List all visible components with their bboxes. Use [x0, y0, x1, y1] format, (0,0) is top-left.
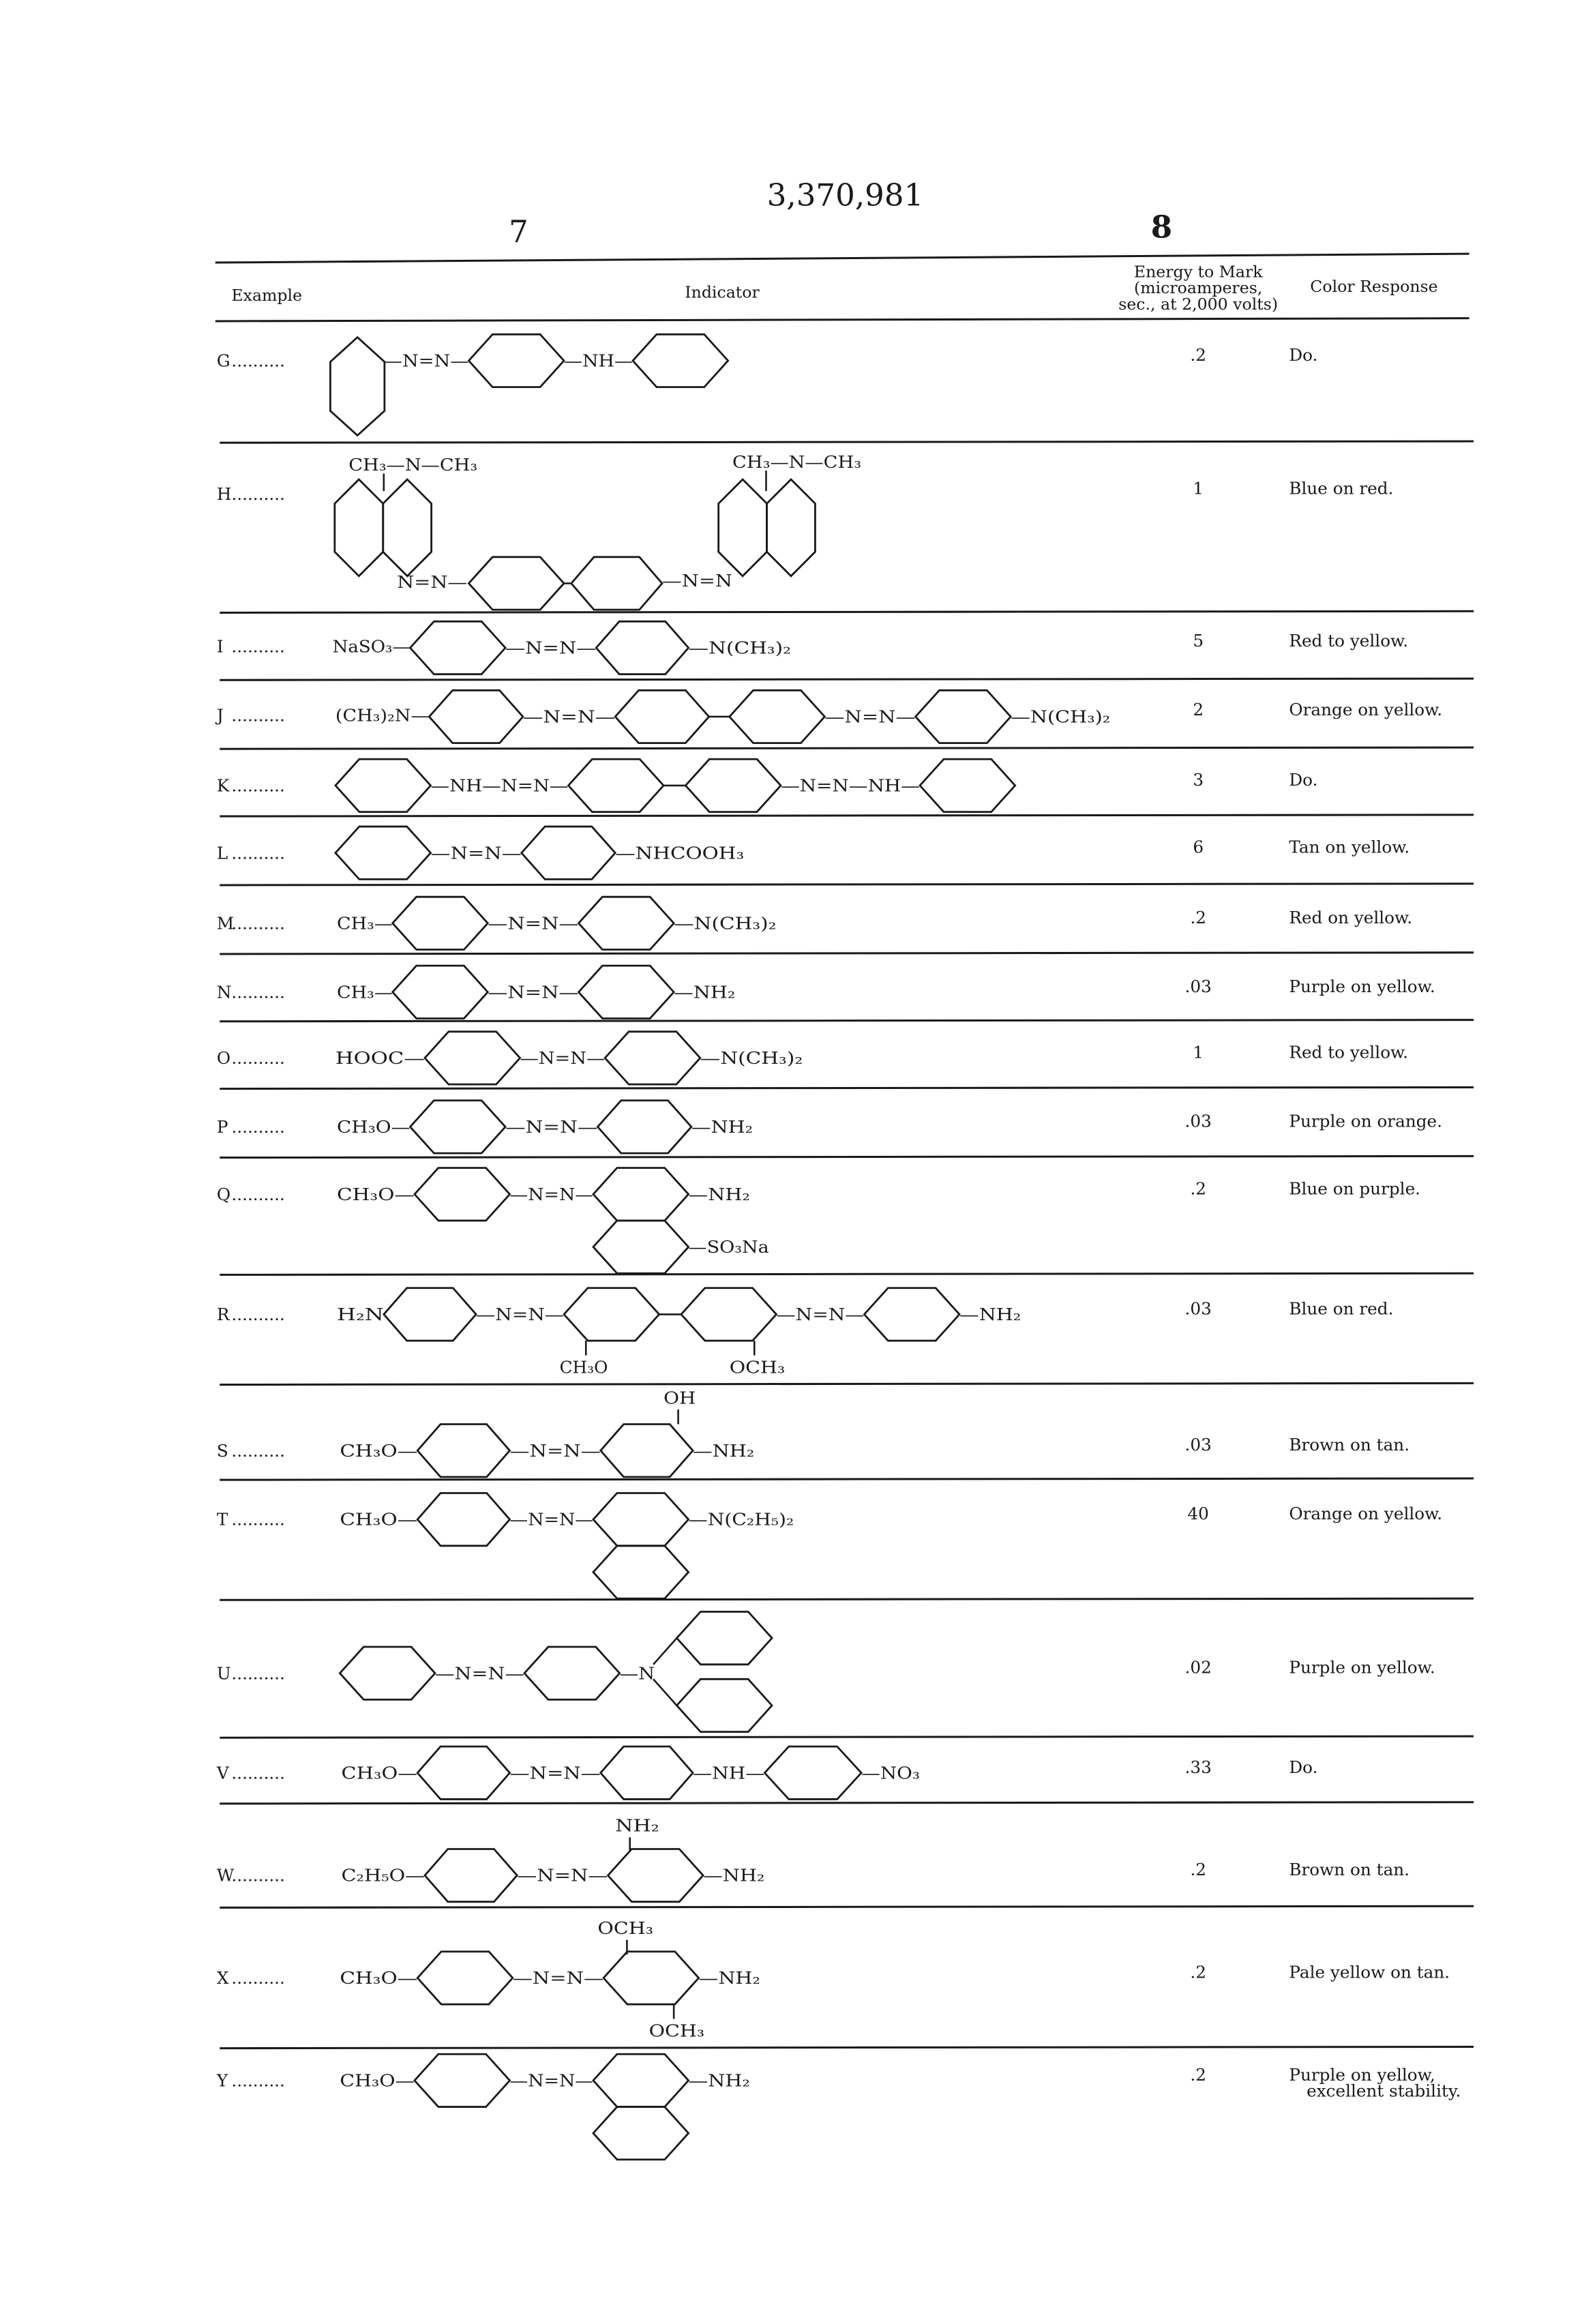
- indicator-fragment: —N=N—: [510, 1441, 601, 1461]
- row-divider: [220, 1020, 1474, 1022]
- example-label: K: [217, 776, 230, 796]
- benzene-ring-icon: [415, 2054, 510, 2106]
- row-divider: [220, 1156, 1474, 1157]
- benzene-ring-icon: [764, 1746, 861, 1799]
- benzene-ring-icon: [335, 826, 431, 879]
- table-row: [217, 1918, 1474, 2049]
- table-row: [217, 1288, 1474, 1385]
- energy-value: .03: [1185, 1435, 1212, 1455]
- table-row: [217, 897, 1474, 954]
- benzene-ring-icon: [417, 1425, 509, 1477]
- dotted-leader: ..........: [231, 1510, 284, 1530]
- energy-value: 1: [1193, 1042, 1204, 1062]
- indicator-structure: [335, 826, 744, 879]
- row-divider: [220, 1736, 1474, 1738]
- indicator-fragment: —NH—: [564, 351, 633, 371]
- table-top-rule: [215, 254, 1469, 263]
- indicator-fragment: —N=N—: [513, 1968, 603, 1988]
- example-label: V: [216, 1763, 230, 1783]
- dotted-leader: ..........: [231, 1305, 284, 1324]
- row-divider: [220, 611, 1474, 612]
- table-body: [215, 334, 1474, 2160]
- benzene-ring-icon: [605, 1032, 700, 1084]
- header-energy-line1: Energy to Mark: [1134, 263, 1263, 282]
- example-label: L: [217, 843, 228, 863]
- indicator-fragment: —N=N—: [777, 1305, 865, 1324]
- example-label: S: [217, 1441, 228, 1461]
- benzene-ring-icon: [615, 690, 708, 743]
- header-bottom-rule: [215, 318, 1469, 321]
- indicator-fragment: H₂N: [337, 1305, 384, 1324]
- example-label: Y: [216, 2070, 228, 2090]
- energy-value: .2: [1190, 2065, 1206, 2085]
- table-row: [217, 1168, 1474, 1275]
- benzene-ring-icon: [330, 338, 384, 436]
- indicator-structure: [337, 966, 735, 1018]
- benzene-ring-icon: [730, 690, 825, 743]
- benzene-ring-icon: [597, 1101, 691, 1153]
- benzene-ring-icon: [393, 897, 488, 949]
- indicator-structure: [340, 1388, 754, 1476]
- indicator-fragment: —NH₂: [689, 1185, 750, 1204]
- patent-number: 3,370,981: [767, 177, 924, 213]
- energy-value: .02: [1185, 1658, 1212, 1678]
- table-row: [217, 621, 1474, 680]
- table-row: [217, 826, 1474, 885]
- indicator-fragment: —N(CH₃)₂: [674, 913, 776, 933]
- indicator-structure: [335, 759, 1015, 811]
- indicator-fragment: —N=N—: [523, 707, 615, 727]
- indicator-fragment: OCH₃: [730, 1357, 786, 1377]
- benzene-ring-icon: [593, 1168, 689, 1221]
- energy-value: 6: [1193, 837, 1204, 857]
- color-response: Purple on yellow,: [1289, 2065, 1435, 2085]
- indicator-fragment: —NH₂: [689, 2070, 750, 2090]
- indicator-fragment: —NH—: [693, 1763, 764, 1783]
- indicator-fragment: —N(CH₃)₂: [689, 638, 791, 658]
- indicator-fragment: CH₃—: [337, 913, 393, 933]
- indicator-fragment: —NH—N=N—: [431, 776, 569, 796]
- benzene-ring-icon: [767, 479, 816, 576]
- table-row: [217, 1611, 1474, 1738]
- indicator-fragment: —N=N—: [517, 1866, 608, 1886]
- energy-value: .2: [1190, 1963, 1206, 1982]
- indicator-fragment: CH₃O—: [340, 2070, 415, 2090]
- dotted-leader: ..........: [231, 913, 284, 933]
- header-energy-line3: sec., at 2,000 volts): [1118, 295, 1278, 314]
- column-number-left: 7: [509, 213, 528, 250]
- indicator-structure: [333, 621, 791, 674]
- table-row: [217, 1101, 1474, 1158]
- benzene-ring-icon: [676, 1679, 772, 1731]
- benzene-ring-icon: [916, 690, 1011, 743]
- benzene-ring-icon: [425, 1849, 517, 1901]
- benzene-ring-icon: [571, 557, 662, 610]
- indicator-fragment: —N=N—: [476, 1305, 564, 1324]
- example-label: W: [217, 1866, 235, 1886]
- energy-value: 5: [1193, 631, 1204, 651]
- color-response: Brown on tan.: [1289, 1860, 1409, 1879]
- table-row: [217, 966, 1474, 1022]
- indicator-fragment: CH₃O—: [340, 1441, 417, 1461]
- indicator-structure: [342, 1746, 921, 1799]
- color-response: Red to yellow.: [1289, 631, 1408, 651]
- indicator-structure: [335, 1032, 803, 1084]
- benzene-ring-icon: [593, 1221, 689, 1273]
- row-divider: [220, 1383, 1474, 1384]
- column-number-right: 8: [1151, 209, 1172, 245]
- benzene-ring-icon: [335, 759, 431, 811]
- indicator-structure: [342, 1816, 765, 1902]
- dotted-leader: ..........: [231, 776, 284, 796]
- table-row: [216, 2054, 1461, 2160]
- row-divider: [220, 1802, 1474, 1804]
- benzene-ring-icon: [920, 759, 1015, 811]
- indicator-fragment: —SO₃Na: [689, 1237, 769, 1257]
- indicator-fragment: OH: [663, 1388, 696, 1407]
- benzene-ring-icon: [468, 557, 564, 610]
- indicator-fragment: —NH₂: [699, 1968, 760, 1988]
- energy-value: .2: [1190, 345, 1206, 365]
- benzene-ring-icon: [522, 826, 615, 879]
- row-divider: [220, 1087, 1474, 1088]
- table-row: [217, 1816, 1474, 1908]
- energy-value: 40: [1187, 1504, 1208, 1523]
- color-response: Purple on yellow.: [1289, 1658, 1435, 1678]
- indicator-fragment: CH₃O—: [340, 1510, 417, 1530]
- row-divider: [220, 1906, 1474, 1907]
- patent-page: [0, 0, 1582, 2324]
- benzene-ring-icon: [417, 1746, 509, 1799]
- dotted-leader: ..........: [231, 1185, 284, 1204]
- indicator-fragment: —NH₂: [691, 1117, 753, 1137]
- example-label: M: [217, 913, 234, 933]
- color-response: Blue on red.: [1289, 478, 1393, 498]
- indicator-fragment: CH₃O—: [342, 1763, 418, 1783]
- indicator-structure: [337, 897, 776, 949]
- energy-value: 2: [1193, 700, 1204, 719]
- benzene-ring-icon: [601, 1746, 693, 1799]
- color-response: Red to yellow.: [1289, 1042, 1408, 1062]
- bond-line: [653, 1638, 676, 1665]
- benzene-ring-icon: [383, 479, 432, 576]
- example-label: I: [217, 636, 224, 656]
- indicator-fragment: —N=N—: [510, 1185, 593, 1204]
- indicator-fragment: CH₃—N—CH₃: [348, 455, 477, 475]
- color-response: Purple on orange.: [1289, 1111, 1442, 1131]
- benzene-ring-icon: [593, 1493, 689, 1545]
- indicator-structure: [335, 452, 861, 610]
- benzene-ring-icon: [719, 479, 767, 576]
- dotted-leader: ..........: [231, 1117, 284, 1137]
- benzene-ring-icon: [608, 1849, 703, 1901]
- indicator-structure: [337, 1101, 753, 1153]
- energy-value: .03: [1185, 977, 1212, 996]
- dotted-leader: ..........: [231, 1866, 284, 1886]
- benzene-ring-icon: [603, 1952, 699, 2004]
- indicator-fragment: CH₃—N—CH₃: [732, 452, 861, 472]
- color-response: Do.: [1289, 345, 1317, 365]
- indicator-fragment: —N=N—: [510, 1510, 593, 1530]
- benzene-ring-icon: [415, 1168, 510, 1221]
- indicator-fragment: —NHCOOH₃: [615, 843, 744, 863]
- indicator-fragment: OCH₃: [597, 1918, 653, 1938]
- dotted-leader: ..........: [231, 705, 284, 725]
- indicator-fragment: CH₃O—: [337, 1185, 415, 1204]
- indicator-structure: [340, 1918, 760, 2040]
- indicator-fragment: —N(C₂H₅)₂: [689, 1510, 794, 1530]
- row-divider: [220, 1273, 1474, 1275]
- indicator-fragment: C₂H₅O—: [342, 1866, 425, 1886]
- indicator-fragment: —N: [620, 1663, 655, 1683]
- indicator-structure: [330, 334, 728, 435]
- energy-value: .2: [1190, 1860, 1206, 1879]
- indicator-structure: [340, 2054, 749, 2160]
- table-row: [217, 1388, 1474, 1480]
- color-response: Tan on yellow.: [1289, 837, 1409, 857]
- benzene-ring-icon: [340, 1647, 435, 1699]
- indicator-fragment: NH₂: [615, 1816, 659, 1836]
- example-label: R: [217, 1305, 230, 1324]
- benzene-ring-icon: [410, 621, 505, 674]
- benzene-ring-icon: [335, 479, 383, 576]
- row-divider: [220, 953, 1474, 954]
- color-response: Do.: [1289, 770, 1317, 790]
- header-color-response: Color Response: [1310, 277, 1437, 296]
- indicator-structure: [337, 1288, 1021, 1377]
- indicator-fragment: CH₃O—: [340, 1968, 417, 1988]
- benzene-ring-icon: [685, 759, 781, 811]
- dotted-leader: ..........: [231, 636, 284, 656]
- indicator-fragment: —N=N—: [435, 1663, 524, 1683]
- indicator-fragment: —N(CH₃)₂: [700, 1048, 803, 1068]
- example-label: J: [215, 705, 224, 725]
- benzene-ring-icon: [564, 1288, 659, 1341]
- table-row: [216, 1746, 1474, 1804]
- row-divider: [220, 679, 1474, 680]
- header-example: Example: [231, 286, 302, 305]
- example-label: T: [217, 1510, 228, 1530]
- benzene-ring-icon: [393, 966, 488, 1018]
- example-label: X: [217, 1968, 229, 1988]
- benzene-ring-icon: [864, 1288, 959, 1341]
- benzene-ring-icon: [579, 966, 674, 1018]
- indicator-fragment: —NH₂: [693, 1441, 754, 1461]
- indicator-fragment: —NH₂: [703, 1866, 764, 1886]
- row-divider: [220, 2046, 1474, 2048]
- indicator-fragment: —N=N—: [505, 1117, 597, 1137]
- dotted-leader: ..........: [231, 843, 284, 863]
- table-row: [217, 334, 1474, 443]
- benzene-ring-icon: [593, 2107, 689, 2160]
- color-response: Brown on tan.: [1289, 1435, 1409, 1455]
- benzene-ring-icon: [417, 1952, 513, 2004]
- benzene-ring-icon: [593, 1546, 689, 1598]
- dotted-leader: ..........: [231, 982, 284, 1002]
- example-label: Q: [217, 1185, 230, 1204]
- row-divider: [220, 815, 1474, 816]
- color-response: Pale yellow on tan.: [1289, 1963, 1450, 1982]
- energy-value: .03: [1185, 1298, 1212, 1318]
- indicator-fragment: —NH₂: [959, 1305, 1021, 1324]
- energy-value: 3: [1193, 770, 1204, 790]
- color-response: Do.: [1289, 1757, 1317, 1777]
- energy-value: .33: [1185, 1757, 1212, 1777]
- indicator-structure: [335, 690, 1110, 743]
- benzene-ring-icon: [681, 1288, 777, 1341]
- example-label: H: [217, 484, 232, 504]
- indicator-fragment: —N=N—: [488, 913, 578, 933]
- table-row: [217, 1493, 1474, 1600]
- benzene-ring-icon: [596, 621, 688, 674]
- indicator-fragment: —N=N—: [488, 982, 578, 1002]
- benzene-ring-icon: [417, 1493, 509, 1545]
- indicator-fragment: —NO₃: [861, 1763, 920, 1783]
- benzene-ring-icon: [384, 1288, 476, 1341]
- indicator-fragment: —N=N: [662, 571, 732, 591]
- indicator-fragment: —N=N—: [384, 351, 469, 371]
- indicator-fragment: —N=N—: [510, 2070, 593, 2090]
- indicator-fragment: —N=N—: [505, 638, 596, 658]
- example-label: G: [217, 351, 230, 371]
- indicator-structure: [340, 1611, 772, 1731]
- indicator-fragment: (CH₃)₂N—: [335, 705, 429, 725]
- indicator-fragment: —N=N—: [431, 843, 522, 863]
- benzene-ring-icon: [568, 759, 663, 811]
- indicator-fragment: CH₃O—: [337, 1117, 410, 1137]
- indicator-fragment: N=N—: [397, 572, 467, 592]
- indicator-fragment: —N=N—: [510, 1763, 601, 1783]
- color-response: Blue on red.: [1289, 1298, 1393, 1318]
- row-divider: [220, 441, 1474, 443]
- benzene-ring-icon: [601, 1425, 693, 1477]
- header-energy-line2: (microamperes,: [1134, 278, 1262, 297]
- indicator-fragment: —N=N—: [520, 1048, 606, 1068]
- color-response: Orange on yellow.: [1289, 700, 1442, 719]
- indicator-fragment: OCH₃: [649, 2021, 705, 2040]
- row-divider: [220, 1478, 1474, 1480]
- header-indicator: Indicator: [685, 283, 760, 302]
- benzene-ring-icon: [524, 1647, 620, 1699]
- benzene-ring-icon: [410, 1101, 505, 1153]
- benzene-ring-icon: [579, 897, 674, 949]
- indicator-fragment: —NH₂: [674, 982, 735, 1002]
- dotted-leader: ..........: [231, 1048, 284, 1068]
- indicator-structure: [340, 1493, 794, 1598]
- benzene-ring-icon: [676, 1611, 772, 1664]
- bond-line: [653, 1679, 676, 1705]
- example-label: U: [217, 1663, 231, 1683]
- indicator-fragment: HOOC—: [335, 1048, 425, 1068]
- energy-value: 1: [1193, 478, 1204, 498]
- indicator-fragment: —N=N—: [824, 707, 915, 727]
- row-divider: [220, 1598, 1474, 1600]
- benzene-ring-icon: [593, 2054, 689, 2106]
- dotted-leader: ..........: [231, 1441, 284, 1461]
- table-row: [217, 759, 1474, 816]
- dotted-leader: ..........: [231, 484, 284, 504]
- dotted-leader: ..........: [231, 351, 284, 371]
- indicator-fragment: NaSO₃—: [333, 636, 411, 656]
- example-label: P: [217, 1117, 228, 1137]
- indicator-structure: [337, 1168, 769, 1274]
- benzene-ring-icon: [633, 334, 728, 387]
- example-label: O: [217, 1048, 230, 1068]
- energy-value: .03: [1185, 1111, 1212, 1131]
- table-row: [217, 452, 1474, 613]
- row-divider: [220, 747, 1474, 749]
- benzene-ring-icon: [429, 690, 522, 743]
- table-row: [217, 1032, 1474, 1089]
- indicator-fragment: CH₃—: [337, 982, 393, 1002]
- indicator-fragment: —N=N—NH—: [781, 776, 920, 796]
- color-response: Blue on purple.: [1289, 1178, 1420, 1198]
- color-response: Purple on yellow.: [1289, 977, 1435, 996]
- color-response: Orange on yellow.: [1289, 1504, 1442, 1523]
- example-label: N: [217, 982, 232, 1002]
- benzene-ring-icon: [468, 334, 564, 387]
- indicator-fragment: CH₃O: [560, 1357, 608, 1377]
- row-divider: [220, 884, 1474, 885]
- indicator-fragment: —N(CH₃)₂: [1011, 707, 1110, 727]
- energy-value: .2: [1190, 908, 1206, 927]
- color-response: Red on yellow.: [1289, 908, 1412, 927]
- dotted-leader: ..........: [231, 1968, 284, 1988]
- energy-value: .2: [1190, 1178, 1206, 1198]
- benzene-ring-icon: [425, 1032, 520, 1084]
- color-response: excellent stability.: [1307, 2081, 1461, 2101]
- table-row: [215, 690, 1474, 749]
- dotted-leader: ..........: [231, 2070, 284, 2090]
- dotted-leader: ..........: [231, 1763, 284, 1783]
- dotted-leader: ..........: [231, 1663, 284, 1683]
